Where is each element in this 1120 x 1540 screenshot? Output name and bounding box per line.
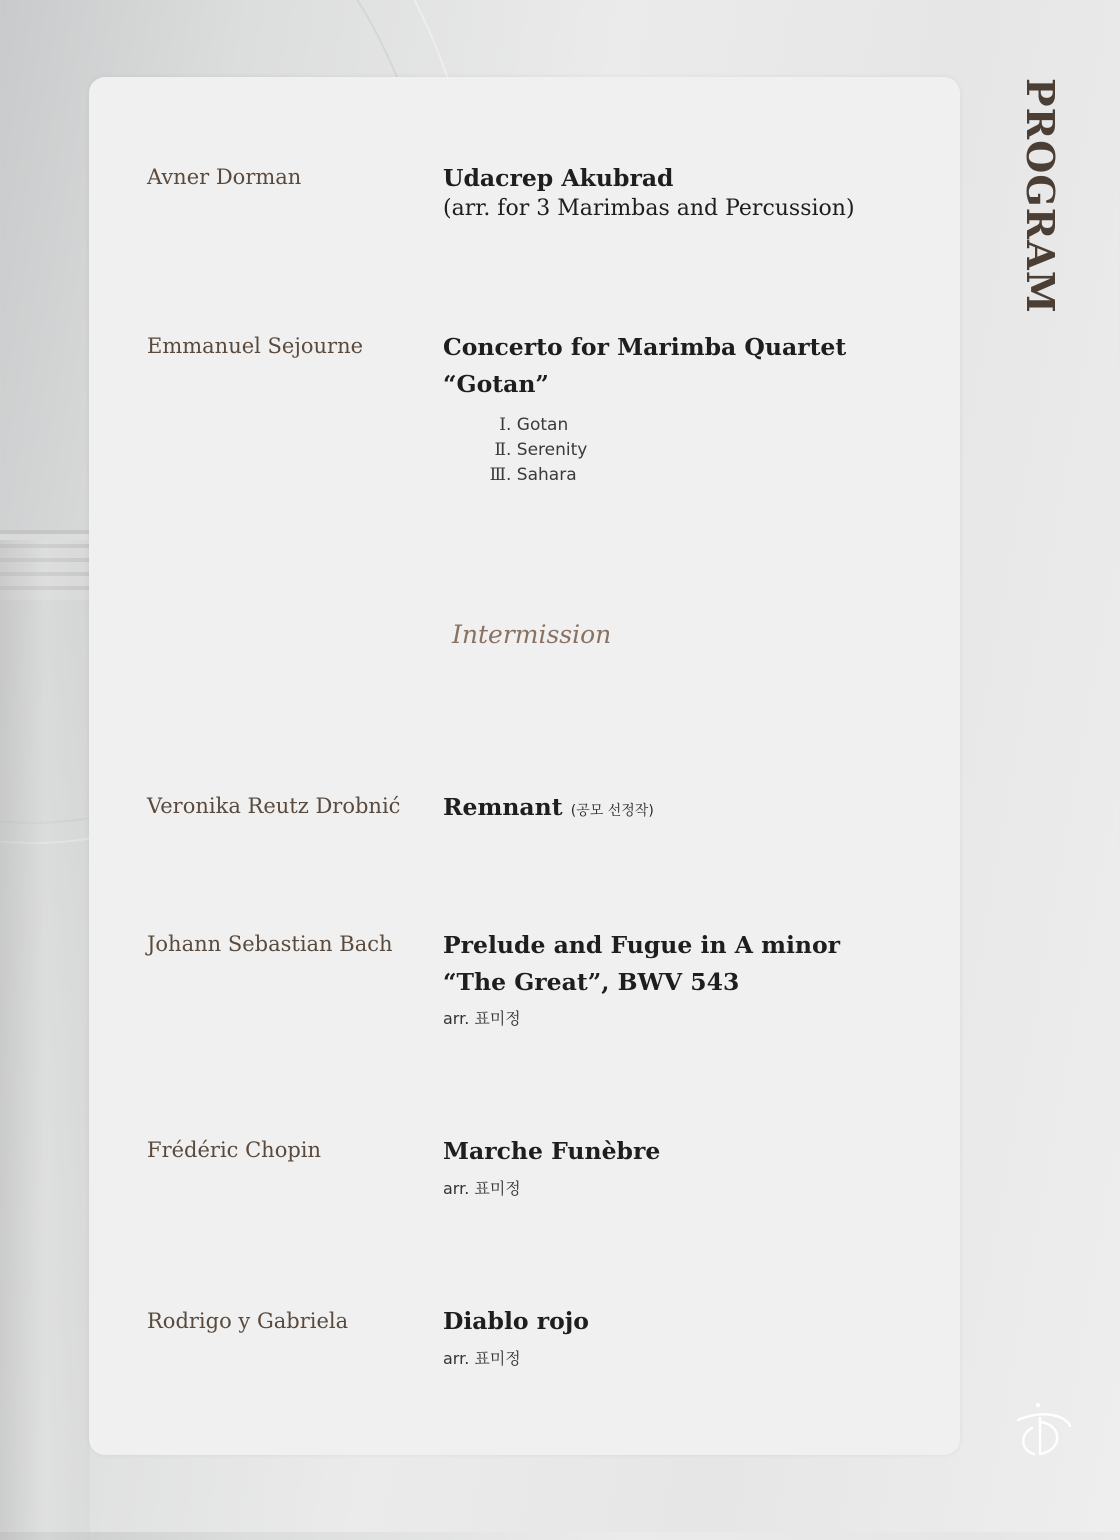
work-title-line-2: “Gotan” [443,370,549,398]
composer-name: Avner Dorman [147,165,302,189]
movement-item [476,413,587,438]
intermission-label: Intermission [452,620,612,649]
page-title: PROGRAM [1018,78,1063,314]
movement-item [476,463,587,488]
movement-numeral: Ⅰ [499,415,506,435]
composer-name: Johann Sebastian Bach [147,932,393,956]
arranger-credit: arr. 표미정 [443,1179,521,1198]
work-title [443,789,654,830]
arranger-credit: arr. 표미정 [443,1009,521,1028]
work-title-text: Remnant [443,793,563,821]
movement-title: . Gotan [506,415,569,435]
composer-name: Rodrigo y Gabriela [147,1309,349,1333]
movement-title: . Serenity [506,440,588,460]
program-card [89,77,960,1455]
movement-title: . Sahara [506,465,577,485]
work-title-line-2: “The Great”, BWV 543 [443,968,740,996]
composer-name: Emmanuel Sejourne [147,334,364,358]
work-title: Udacrep Akubrad [443,164,674,192]
work-title: Concerto for Marimba Quartet [443,333,847,361]
composer-name: Veronika Reutz Drobnić [147,794,401,818]
movement-numeral: Ⅱ [494,440,506,460]
work-title: Prelude and Fugue in A minor [443,931,841,959]
background-pillar [0,540,90,1540]
movement-item [476,438,587,463]
arranger-credit: arr. 표미정 [443,1349,521,1368]
movement-numeral: Ⅲ [489,465,506,485]
selection-note: (공모 선정작) [570,803,654,819]
composer-name: Frédéric Chopin [147,1138,322,1162]
work-title: Diablo rojo [443,1307,589,1335]
work-subtitle: (arr. for 3 Marimbas and Percussion) [443,196,855,221]
ensemble-logo-icon [1010,1400,1076,1460]
movement-list [476,413,587,488]
work-title: Marche Funèbre [443,1137,661,1165]
